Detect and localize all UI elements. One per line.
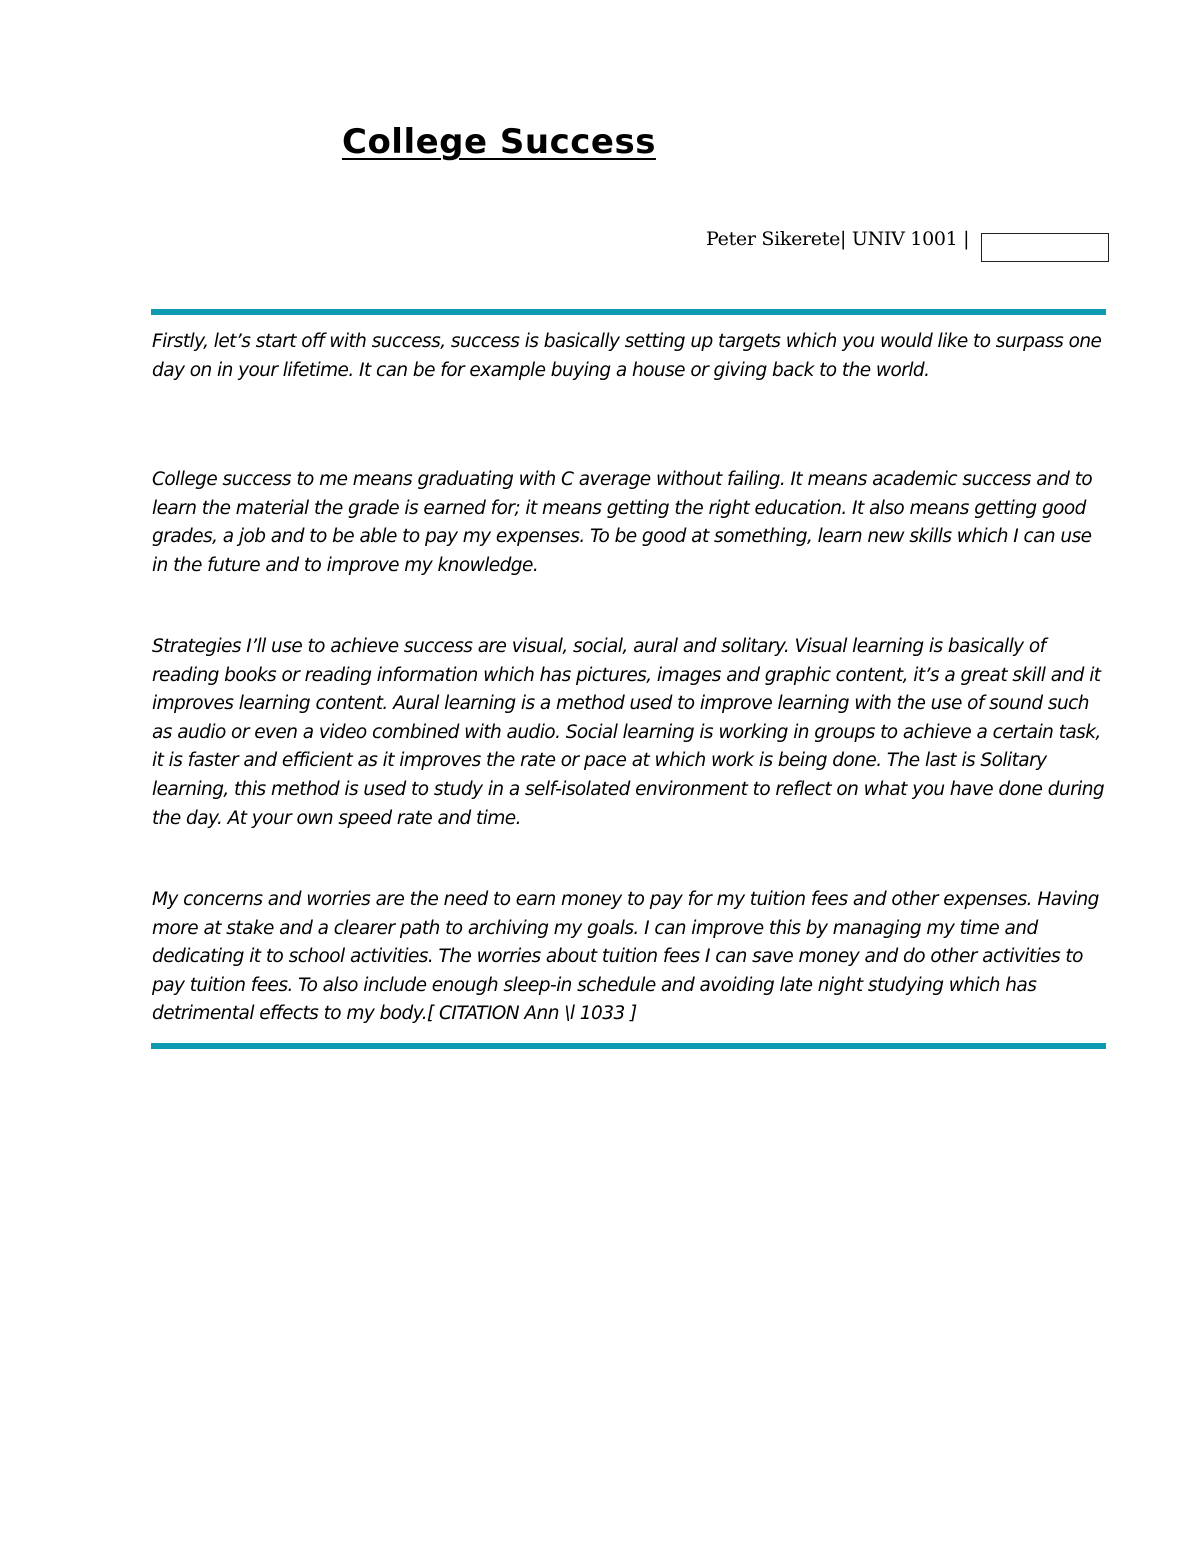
author-course-line: Peter Sikerete| UNIV 1001 | (706, 228, 970, 250)
top-divider-rule (151, 309, 1106, 315)
paragraph-success-definition: Firstly, let’s start off with success, success is basically setting up targets which you would like to surpass one day on in your lifetime. It can be for example buying a house or giving back to the world. (152, 331, 1102, 381)
paragraph-strategies: Strategies I’ll use to achieve success are visual, social, aural and solitary. Visual learning is basically of reading books or reading information which has pictures, images and graphic content, it’s a great skill and it improves learning content. Aural learning is a method used to improve learning with the use of sound such as audio or even a video combined with audio. Social learning is working in groups to achieve a certain task, it is faster and efficient as it improves the rate or pace at which work is being done. The last is Solitary learning, this method is used to study in a self-isolated environment to reflect on what you have done during the day. At your own speed rate and time. (152, 636, 1105, 829)
bottom-divider-rule (151, 1043, 1106, 1049)
document-title: College Success (342, 122, 656, 162)
paragraph-concerns: My concerns and worries are the need to earn money to pay for my tuition fees and other expenses. Having more at stake and a clearer path to archiving my goals. I can improve this by managing my time and dedicating it to school activities. The worries about tuition fees I can save money and do other activities to pay tuition fees. To also include enough sleep-in schedule and avoiding late night studying which has detrimental effects to my body.[ CITATION Ann \l 1033 ] (152, 889, 1099, 1025)
date-field-box (981, 233, 1109, 262)
paragraph-college-success: College success to me means graduating with C average without failing. It means academic success and to learn the material the grade is earned for; it means getting the right education. It also means getting good grades, a job and to be able to pay my expenses. To be good at something, learn new skills which I can use in the future and to improve my knowledge. (152, 469, 1093, 576)
